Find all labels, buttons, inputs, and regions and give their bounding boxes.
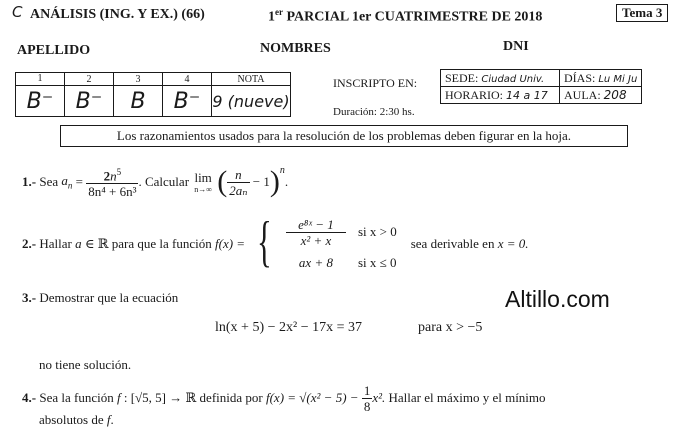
- problem-1-an: $a_n$: [61, 173, 73, 191]
- grade-header-nota: NOTA: [212, 73, 291, 86]
- problem-2-number: 2.-: [22, 236, 37, 251]
- horario-label: HORARIO:: [445, 87, 504, 102]
- problem-1-lim-sub: n→∞: [194, 184, 212, 194]
- problem-4-f: f: [116, 390, 121, 405]
- handwritten-mark: C: [12, 3, 23, 21]
- exam-title: [268, 7, 542, 26]
- problem-1-limit: [192, 171, 214, 194]
- dias-value: Lu Mi Ju: [598, 73, 638, 85]
- problem-1-num-var: n: [110, 168, 117, 184]
- problem-2-case-1-num: e⁸ˣ − 1: [286, 217, 346, 233]
- sede-label: SEDE:: [445, 70, 479, 85]
- problem-3: [22, 290, 178, 306]
- apellido-label: APELLIDO: [17, 43, 91, 58]
- aula-value: 208: [603, 87, 627, 102]
- grade-mark-nota: 9 (nueve): [212, 86, 291, 117]
- problem-4-text-2: Hallar el máximo y el mínimo: [388, 390, 546, 405]
- horario-value: 14 a 17: [506, 88, 548, 102]
- problem-1: 1.- Sea $a_n$ = $\frac{2n^5}{\text{8n⁴ + 6n³}}$ . Calcular lim n→∞ ( $\frac{n}{\text{2aₙ}}$ − 1 ) $^n$ .: [22, 165, 289, 200]
- exam-ordinal: 1: [268, 9, 275, 25]
- grades-mark-row: [16, 86, 291, 117]
- problem-3-number: 3.-: [22, 290, 37, 305]
- grade-mark-4: B⁻: [163, 86, 212, 117]
- problem-1-number: 1.-: [22, 174, 37, 189]
- problem-2-case-1-cond: si x > 0: [357, 224, 397, 239]
- aula-cell: [560, 87, 642, 104]
- problem-1-num-exp: 5: [116, 166, 122, 177]
- grade-header-4: 4: [163, 73, 212, 86]
- problem-1-inner-num: n: [227, 167, 249, 183]
- grade-header-3: 3: [114, 73, 163, 86]
- problem-4-line-2: [39, 412, 114, 428]
- problem-3-equation: ln(x + 5) − 2x² − 17x = 37: [215, 320, 362, 335]
- problem-2: [22, 211, 529, 277]
- problem-1-calc: . Calcular: [138, 174, 190, 189]
- problem-3-condition: para x > −5: [418, 320, 483, 335]
- problem-4-number: 4.-: [22, 390, 37, 405]
- problem-3-conclusion: no tiene solución.: [39, 357, 132, 372]
- problem-2-point: x = 0.: [497, 236, 529, 251]
- course-title: ANÁLISIS (ING. Y EX.) (66): [30, 7, 205, 22]
- duracion-text: Duración: 2:30 hs.: [333, 106, 415, 118]
- problem-1-paren-close: ): [269, 165, 280, 198]
- grade-mark-2: B⁻: [65, 86, 114, 117]
- horario-cell: [441, 87, 560, 104]
- problem-1-paren-open: (: [217, 165, 228, 198]
- sede-value: Ciudad Univ.: [481, 73, 545, 85]
- problem-2-case-1-den: x² + x: [300, 232, 332, 248]
- registration-row-2: [441, 87, 642, 104]
- problem-1-minus-one: − 1: [252, 174, 270, 189]
- problem-2-text-2: sea derivable en: [410, 236, 495, 251]
- exam-rest: PARCIAL 1er CUATRIMESTRE DE 2018: [283, 9, 543, 25]
- aula-label: AULA:: [564, 87, 601, 102]
- grade-header-2: 2: [65, 73, 114, 86]
- problem-4-frac-den: 8: [363, 398, 371, 414]
- registration-row-1: [441, 70, 642, 87]
- problem-4-fraction: [362, 383, 373, 414]
- reasoning-note: Los razonamientos usados para la resolución de los problemas deben figurar en la hoja.: [60, 125, 628, 147]
- grades-table: [15, 72, 291, 117]
- grade-mark-1: B⁻: [16, 86, 65, 117]
- problem-2-cases: [286, 213, 397, 275]
- problem-2-in-r: ∈ ℝ para que la función: [84, 236, 212, 251]
- problem-2-case-1-fraction: [286, 217, 346, 248]
- problem-1-fraction: [86, 165, 138, 199]
- problem-4-def-tail: x².: [372, 390, 386, 405]
- problem-4-text-1: Sea la función: [39, 390, 114, 405]
- problem-4-end: .: [110, 412, 114, 427]
- dias-cell: [560, 70, 642, 87]
- nombres-label: NOMBRES: [260, 41, 331, 56]
- problem-1-coef: 2: [103, 168, 111, 184]
- problem-2-fx: f(x) =: [215, 236, 246, 251]
- problem-2-case-2-expr: ax + 8: [298, 255, 333, 270]
- problem-4-domain: : [√5, 5] → ℝ definida por: [123, 390, 263, 405]
- problem-1-inner-den: 2aₙ: [229, 182, 248, 198]
- problem-2-case-2-cond: si x ≤ 0: [357, 255, 397, 270]
- sede-cell: [441, 70, 560, 87]
- problem-2-brace: {: [257, 211, 272, 273]
- problem-1-lim: lim: [194, 169, 212, 185]
- grades-header-row: [16, 73, 291, 86]
- tema-badge: Tema 3: [616, 4, 668, 22]
- problem-4-def-lhs: f(x) = √(x² − 5) −: [265, 390, 359, 405]
- watermark: Altillo.com: [505, 286, 610, 312]
- problem-4: [22, 382, 546, 414]
- problem-2-a: a: [75, 236, 82, 251]
- exam-ordinal-suffix: er: [275, 7, 283, 17]
- inscripto-label: INSCRIPTO EN:: [333, 76, 418, 90]
- problem-1-text: Sea: [39, 174, 59, 189]
- dni-label: DNI: [503, 39, 529, 54]
- problem-1-den: 8n⁴ + 6n³: [88, 184, 137, 200]
- grade-header-1: 1: [16, 73, 65, 86]
- problem-4-text-3: absolutos de: [39, 412, 104, 427]
- grade-mark-3: B: [114, 86, 163, 117]
- problem-4-frac-num: 1: [363, 382, 371, 398]
- registration-table: [440, 69, 642, 104]
- problem-3-text: Demostrar que la ecuación: [39, 290, 179, 305]
- problem-1-outer-exp: n: [279, 165, 285, 176]
- dias-label: DÍAS:: [564, 70, 596, 85]
- problem-2-text-1: Hallar: [39, 236, 72, 251]
- problem-4-f-2: f: [106, 412, 111, 427]
- problem-1-inner-fraction: [227, 167, 249, 198]
